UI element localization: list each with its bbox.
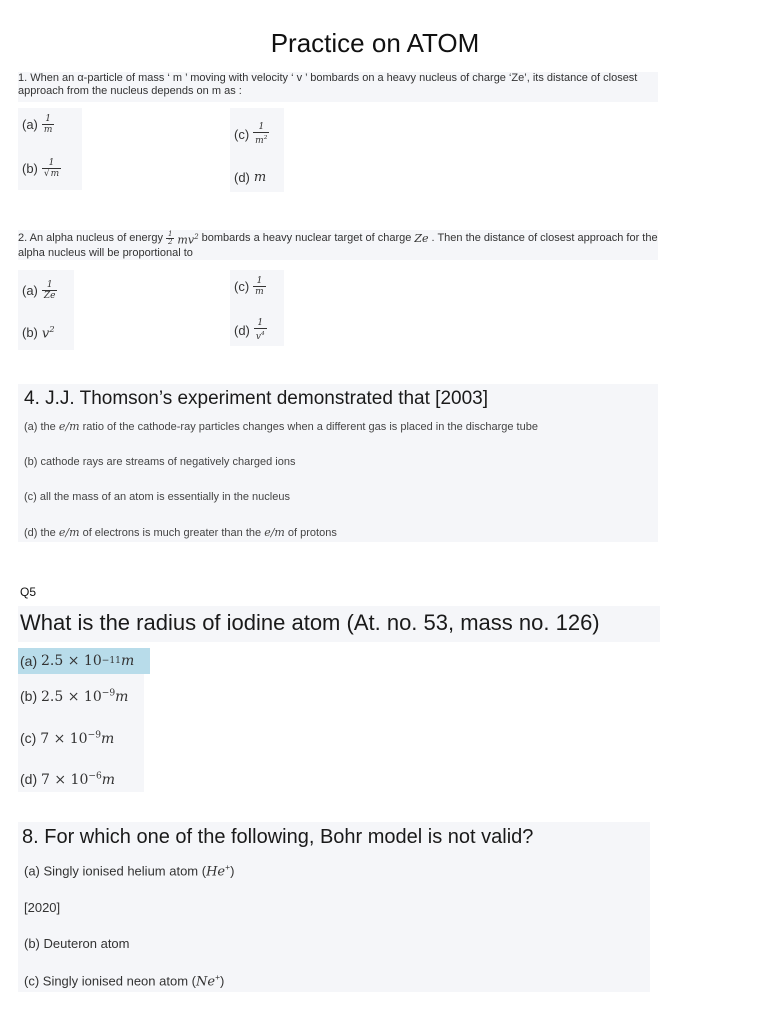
page-title: Practice on ATOM bbox=[270, 28, 480, 58]
q5-label: Q5 bbox=[20, 585, 37, 599]
option-label: (c) bbox=[234, 279, 250, 294]
option-label: (d) bbox=[234, 322, 250, 338]
option-label: (b) bbox=[22, 325, 38, 341]
q5-option-b[interactable]: (b) $2.5 \times 10^{-9}m$ bbox=[20, 688, 129, 705]
q1-text-line1: 1. When an α-particle of mass ‘ m ’ moving with velocity ‘ v ’ bombards on a heavy nucleus of charge ‘Ze’, its distance of closest bbox=[18, 72, 638, 84]
q4-option-c[interactable]: (c) all the mass of an atom is essentially in the nucleus bbox=[24, 491, 290, 503]
fraction: $\frac{1}{v^4}$ bbox=[255, 318, 265, 342]
q2-text-panel bbox=[18, 230, 658, 260]
q5-option-c[interactable]: (c) $7 \times 10^{-9}m$ bbox=[20, 730, 115, 747]
q8-heading: 8. For which one of the following, Bohr model is not valid? bbox=[22, 826, 534, 848]
q1-option-c[interactable] bbox=[234, 122, 269, 146]
q2-text-line2: alpha nucleus will be proportional to bbox=[18, 246, 193, 259]
fraction: $\frac{1}{2}$ bbox=[167, 229, 173, 246]
option-label: (a) bbox=[22, 117, 38, 132]
q1-option-d[interactable]: (d) m bbox=[234, 170, 267, 185]
q1-text-panel bbox=[18, 72, 658, 102]
q4-option-b[interactable]: (b) cathode rays are streams of negatively charged ions bbox=[24, 456, 296, 468]
q4-heading: 4. J.J. Thomson’s experiment demonstrated that [2003] bbox=[24, 388, 488, 409]
q5-title: What is the radius of iodine atom (At. no. 53, mass no. 126) bbox=[20, 610, 600, 635]
q8-option-c[interactable]: (c) Singly ionised neon atom (Ne+) bbox=[24, 972, 225, 990]
fraction: $\frac{1}{m}$ bbox=[255, 276, 264, 297]
q8-option-a[interactable]: (a) Singly ionised helium atom (He+) bbox=[24, 862, 235, 880]
option-label: (b) bbox=[22, 161, 38, 176]
q1-options-left bbox=[18, 108, 82, 190]
q1-option-b[interactable] bbox=[22, 158, 61, 179]
fraction: $\frac{1}{m^2}$ bbox=[255, 122, 268, 146]
q4-option-a[interactable]: (a) the e/m ratio of the cathode-ray particles changes when a different gas is placed in the discharge tube bbox=[24, 420, 538, 433]
q2-option-b[interactable]: (b) $v^2$ bbox=[22, 324, 55, 342]
q1-options-right bbox=[230, 108, 284, 192]
fraction: $\frac{1}{m}$ bbox=[43, 114, 53, 135]
q2-text-line1: 2. An alpha nucleus of energy $\frac{1}{2}$ $mv^2$ bombards a heavy nuclear target of charge Ze . Then the distance of closest approach for the bbox=[18, 229, 658, 247]
fraction: $\frac{1}{√m}$ bbox=[43, 158, 60, 179]
q5-option-a[interactable]: (a) 2.5 × 10 −11 m bbox=[18, 648, 150, 674]
q1-option-a[interactable] bbox=[22, 114, 54, 135]
q4-option-d[interactable]: (d) the e/m of electrons is much greater than the e/m of protons bbox=[24, 526, 337, 539]
option-label: (c) bbox=[234, 126, 250, 142]
fraction: $\frac{1}{Ze}$ bbox=[43, 280, 56, 301]
q1-text-line2: approach from the nucleus depends on m as : bbox=[18, 85, 242, 97]
q2-options-left bbox=[18, 270, 74, 350]
option-label: (a) bbox=[22, 283, 38, 298]
q2-option-d[interactable] bbox=[234, 318, 267, 342]
q5-title-panel bbox=[18, 606, 660, 642]
q8-panel bbox=[18, 822, 650, 992]
q2-option-a[interactable] bbox=[22, 280, 57, 301]
q4-panel bbox=[18, 384, 658, 542]
q2-option-c[interactable] bbox=[234, 276, 266, 297]
q8-option-b[interactable]: (b) Deuteron atom bbox=[24, 936, 130, 951]
q5-option-d[interactable]: (d) $7 \times 10^{-6}m$ bbox=[20, 771, 116, 788]
q8-year: [2020] bbox=[24, 900, 61, 915]
option-label: (d) bbox=[234, 170, 250, 185]
q2-options-right bbox=[230, 270, 284, 346]
